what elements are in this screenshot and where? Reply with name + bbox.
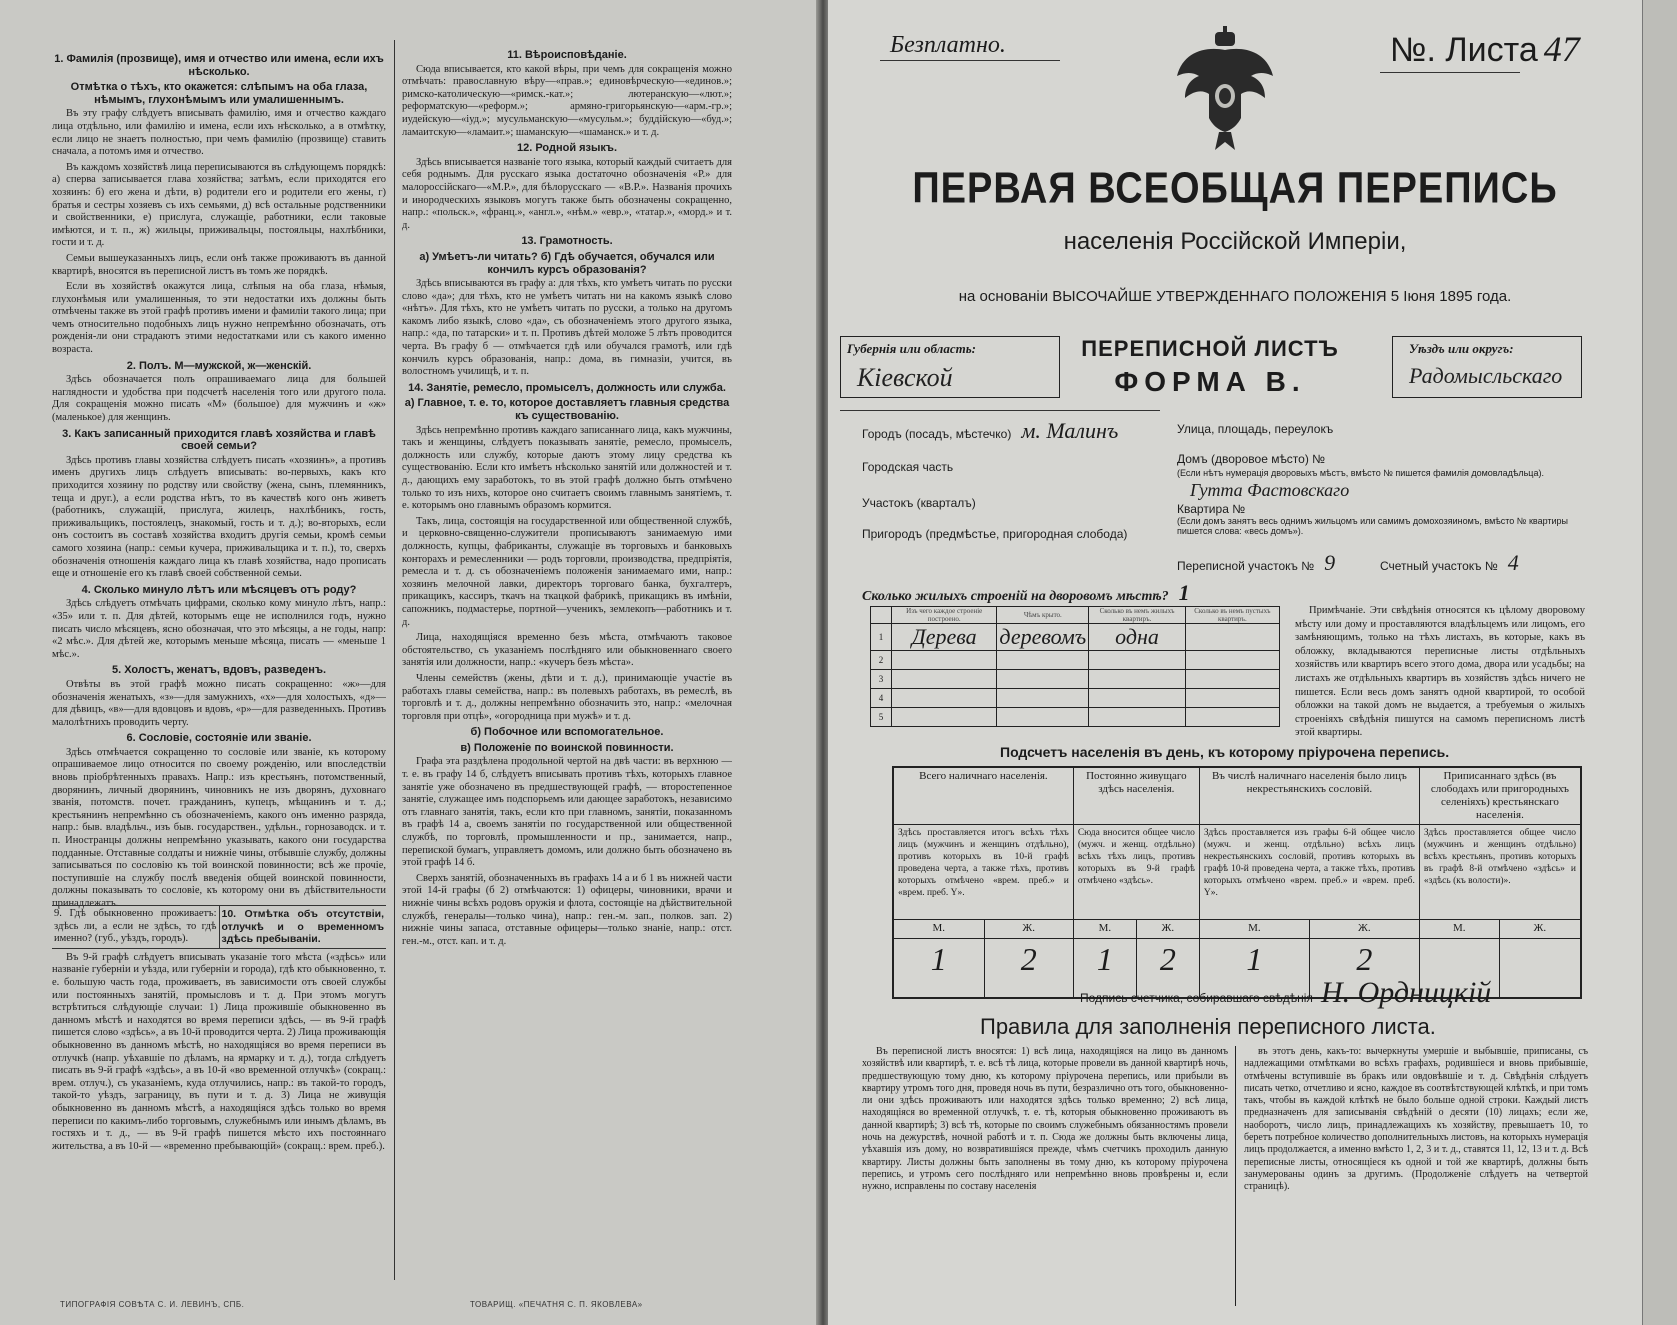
gubernia-box bbox=[840, 336, 1060, 398]
section-paragraph: Сверхъ занятій, обозначенныхъ въ графахъ 14 а и б 1 въ нижней части этой 14-й графы (б 2) отмѣчаются: 1) офицеры, чиновники, врачи и нижніе чины всѣхъ родовъ оружія и флота, состоящіе на дѣйствительной службѣ, генералы—только чина), напр.: ген.-м. зап., полков. зап. 2) нижніе чины запаса, отставные офицеры—только знаніе, напр.: отст. ген.-м., отст. кап. и т. д. bbox=[402, 872, 732, 947]
buildings-cell bbox=[892, 689, 997, 708]
section-heading: 2. Полъ. М—мужской, ж—женскій. bbox=[126, 359, 312, 372]
buildings-cell bbox=[1089, 689, 1186, 708]
signature-value: Н. Ордницкій bbox=[1320, 976, 1492, 1009]
section-paragraph: Здѣсь противъ главы хозяйства слѣдуетъ писать «хозяинъ», а противъ именъ другихъ лицъ слѣдуетъ вписывать: во-первыхъ, какъ кто приходится хозяину по родству или свойству (жена, сынъ, племянникъ, теща и друг.), а если родства нѣтъ, то въ качествѣ кого онъ живетъ (работникъ, служащій, прислуга, жилецъ, нахлѣбникъ, гость, приживальщикъ, постоялецъ, знакомый, гость и т. д.); во-вторыхъ, если онъ состоитъ въ составѣ хозяйства входитъ другія семьи, кромѣ семьи самого хозяина (напр.: семьи кучера, приживальщика и т. п.), то, сверхъ обозначенія отношенія каждаго лица къ главѣ хозяйства, надо прописать еще и отношеніе его къ главѣ своей собственной семьи. bbox=[52, 454, 386, 580]
section-heading: Отмѣтка о тѣхъ, кто окажется: слѣпымъ на оба глаза, нѣмымъ, глухонѣмымъ или умалишеннымъ. bbox=[70, 81, 368, 106]
buildings-cell bbox=[997, 689, 1089, 708]
count-header-total: Всего наличнаго населенія. bbox=[893, 767, 1073, 825]
buildings-row-number: 2 bbox=[871, 651, 892, 670]
prigorod-line bbox=[862, 527, 1127, 541]
buildings-cell bbox=[997, 670, 1089, 689]
street-label: Улица, площадь, переулокъ bbox=[1177, 422, 1334, 436]
legal-basis: на основаніи ВЫСОЧАЙШЕ УТВЕРЖДЕННАГО ПОЛОЖЕНІЯ 5 Іюня 1895 года. bbox=[958, 288, 1512, 305]
buildings-table bbox=[870, 606, 1280, 727]
section-heading: 4. Сколько минуло лѣтъ или мѣсяцевъ отъ роду? bbox=[81, 583, 357, 596]
uezd-label: Уѣздъ или округъ: bbox=[1409, 341, 1514, 356]
rules-divider bbox=[1235, 1046, 1236, 1306]
section-heading: 5. Холостъ, женатъ, вдовъ, разведенъ. bbox=[111, 664, 327, 677]
buildings-cell bbox=[1185, 624, 1279, 651]
city-label: Городъ (посадъ, мѣстечко) bbox=[862, 427, 1012, 441]
census-district-value: 9 bbox=[1324, 550, 1336, 575]
buildings-cell bbox=[892, 708, 997, 727]
buildings-cell bbox=[1089, 708, 1186, 727]
form-title-type: ФОРМА В. bbox=[1114, 366, 1306, 397]
apartment-label: Квартира № bbox=[1177, 502, 1246, 516]
street-line bbox=[1177, 422, 1333, 436]
buildings-cell: деревомъ bbox=[997, 624, 1089, 651]
sex-label: М. bbox=[893, 920, 984, 939]
buildings-col-material: Изъ чего каждое строеніе построено. bbox=[892, 607, 997, 624]
section-paragraph: Здѣсь слѣдуетъ отмѣчать цифрами, сколько кому минуло лѣтъ, напр.: «35» или т. п. Для дѣтей, которымъ еще не исполнился годъ, нужно писать число мѣсяцевъ, ясно обозначая, что это мѣсяцы, а не годы, напр: «2 мѣс.». Для дѣтей же, которымъ меньше мѣсяца, писать — «меньше 1 мѣс.». bbox=[52, 598, 386, 660]
section-heading: б) Побочное или вспомогательное. bbox=[470, 726, 664, 739]
buildings-col-occupied: Сколько въ немъ жилыхъ квартиръ. bbox=[1089, 607, 1186, 624]
address-rule bbox=[840, 410, 1160, 411]
section-heading: а) Главное, т. е. то, которое доставляетъ главныя средства къ существованію. bbox=[404, 397, 730, 423]
section-heading: 11. Вѣроисповѣданіе. bbox=[507, 49, 627, 61]
apartment-note: (Если домъ занятъ весь однимъ жильцомъ или самимъ домохозяиномъ, вмѣсто № квартиры пишется слова: «весь домъ»). bbox=[1177, 516, 1569, 536]
house-label: Домъ (дворовое мѣсто) № bbox=[1177, 452, 1326, 466]
rules-text-right: въ этотъ день, какъ-то: вычеркнуты умершіе и выбывшіе, приписаны, съ надлежащими отмѣтками во всѣхъ графахъ, родившіеся и вновь прибывшіе, отмѣчены вступившіе въ бракъ или овдовѣвшіе и т. д. Свѣдѣнія слѣдуетъ писать четко, отчетливо и ясно, каждое въ соотвѣтствующей клѣткѣ, и при томъ такъ, чтобы въ каждой клѣткѣ не было больше одной строки. Каждый листъ предназначенъ для записыванія свѣдѣній о десяти (10) лицахъ; если же, наоборотъ, число лицъ, принадлежащихъ къ хозяйству, превышаетъ 10, то беретъ потребное количество дополнительныхъ листовъ, на которыхъ нумерація лицъ продолжается, а именно вмѣсто 1, 2, 3 и т. д., ставятся 11, 12, 13 и т. д. Всѣ переписные листы, относящіеся къ одной и той же квартирѣ, должны быть занумерованы одинъ за другимъ. (Продолженіе слѣдуетъ на четвертой страницѣ). bbox=[1244, 1046, 1588, 1193]
buildings-cell bbox=[1185, 708, 1279, 727]
count-header-permanent: Постоянно живущаго здѣсь населенія. bbox=[1073, 767, 1199, 825]
count-desc-total: Здѣсь проставляется итогъ всѣхъ тѣхъ лицъ (мужчинъ и женщинъ отдѣльно), противъ которыхъ въ 10-й графѣ проведена черта, а также тѣхъ, противъ которыхъ отмѣчено «врем. преб.» и «врем. преб. Y». bbox=[893, 825, 1073, 920]
count-value: 2 bbox=[1309, 939, 1419, 999]
buildings-row bbox=[871, 670, 1280, 689]
gubernia-label: Губернія или область: bbox=[847, 341, 976, 356]
page-subtitle: населенія Россійской Имперіи, bbox=[1063, 228, 1407, 255]
section-paragraph: Лица, находящіяся временно безъ мѣста, отмѣчаютъ таковое обстоятельство, съ указаніемъ послѣдняго или обыкновеннаго своего занятія или должности, напр.: «кучеръ безъ мѣста». bbox=[402, 632, 732, 669]
section-paragraph: Здѣсь обозначается полъ опрашиваемаго лица для большей наглядности и удобства при подсчетѣ населенія того или другого пола. Для сокращенія можно писать «М» (большое) для мужчинъ и «ж» (маленькое) для женщинъ. bbox=[52, 374, 386, 424]
buildings-cell bbox=[892, 670, 997, 689]
buildings-col-empty: Сколько въ немъ пустыхъ квартиръ. bbox=[1185, 607, 1279, 624]
section-paragraph: Здѣсь вписывается названіе того языка, который каждый считаетъ для себя роднымъ. Для русскаго языка достаточно обозначенія «Р.» для малороссійскаго—«М.Р.», для бѣлорусскаго — «В.Р.». Названія прочихъ и инородческихъ языковъ могутъ также быть обозначены сокращенно, напр.: «польск.», «франц.», «англ.», «нѣм.» «евр.», «татар.», «морд.» и т. д. bbox=[402, 156, 732, 231]
buildings-row-number: 3 bbox=[871, 670, 892, 689]
section-paragraph: Члены семействъ (жены, дѣти и т. д.), принимающіе участіе въ работахъ главы семейства, напр.: въ полевыхъ работахъ, въ ремеслѣ, въ торговлѣ и т. д., должны непремѣнно обозначить это, напр.: «мелочная торговля при отцѣ», «огородница при мужѣ» и т. д. bbox=[402, 672, 732, 722]
uchastok-line bbox=[862, 496, 976, 510]
section-paragraph: Въ каждомъ хозяйствѣ лица переписываются въ слѣдующемъ порядкѣ: а) сперва записывается глава хозяйства; затѣмъ, если приходятся его хозяинъ: б) его жена и дѣти, в) родители его и родители его жены, г) братья и сестры хозяевъ съ ихъ семьями, д) всѣ остальные родственники и свойственники, е) прислуга, служащіе, работники, если таковые имѣются, и т. п., ж) жильцы, приживальцы, постояльцы, нахлѣбники, гости и т. д. bbox=[52, 161, 386, 249]
count-desc-peasant: Здѣсь проставляется общее число (мужчинъ и женщинъ отдѣльно) всѣхъ крестьянъ, противъ которыхъ въ графѣ 8-й отмѣчено «здѣсь» и «здѣсь (къ волости)». bbox=[1419, 825, 1581, 920]
sex-label: Ж. bbox=[1499, 920, 1581, 939]
section-paragraph: Сюда вписывается, кто какой вѣры, при чемъ для сокращенія можно отмѣчать: православную вѣру—«прав.»; единовѣрческую—«единов.»; римско-католическую—«римск.-кат.»; лютеранскую—«лют.»; реформатскую—«реформ.»; армяно-григорьянскую—«арм.-гр.»; иудейскую—«іуд.»; мусульманскую—«мусульм.»; буддійскую—«буд.»; ламаитскую—«ламаит.»; шаманскую—«шаманск.» и т. д. bbox=[402, 63, 732, 138]
uchastok-label: Участокъ (кварталъ) bbox=[862, 496, 976, 510]
section-9-text: Въ 9-й графѣ слѣдуетъ вписывать указаніе того мѣста («здѣсь» или названіе губерніи и уѣзда, или губерніи и города), гдѣ кто обыкновенно, т. е. большую часть года, проживаетъ, въ зависимости отъ своей службы или постоянныхъ занятій, промысловъ и т. д. При этомъ могутъ встрѣтиться слѣдующіе случаи: 1) Лица прожившіе обыкновенно въ данномъ мѣстѣ и находятся во время переписи здѣсь, — въ 9-й графѣ пишется слово «здѣсь», а въ 10-й проводится черта. 2) Лица проживающія обыкновенно въ данномъ мѣстѣ, но находящіяся во время переписи въ отлучкѣ (напр. уѣхавшіе по дѣламъ, на ярмарку и т. д.), тогда слѣдуетъ писать въ 9-й графѣ «здѣсь», а въ 10-й «во временной отлучкѣ» (сокращ.: врем. отлуч.), съ указаніемъ, куда отлучились, напр.: въ такой-то городъ, такой-то уѣздъ, заграницу, въ пути и т. д. 3) Лица не живущія обыкновенно въ данномъ мѣстѣ, а находящіяся здѣсь только во время переписи по какимъ-либо торговымъ, служебнымъ или инымъ дѣламъ, въ гостяхъ и т. д., — въ 9-й графѣ пишется мѣсто ихъ постояннаго жительства, а въ 10-й — «временно пребывающій» (сокращ.: врем. преб.). bbox=[52, 951, 386, 1152]
house-line bbox=[1177, 452, 1325, 466]
page-title: ПЕРВАЯ ВСЕОБЩАЯ ПЕРЕПИСЬ bbox=[912, 164, 1558, 214]
sex-label: Ж. bbox=[984, 920, 1073, 939]
buildings-cell bbox=[1185, 651, 1279, 670]
city-value: м. Малинъ bbox=[1021, 418, 1119, 443]
section-heading: 12. Родной языкъ. bbox=[516, 142, 617, 155]
buildings-cell: Дерева bbox=[892, 624, 997, 651]
left-column-1 bbox=[52, 50, 386, 910]
buildings-cell bbox=[1089, 651, 1186, 670]
count-value: 2 bbox=[984, 939, 1073, 999]
count-header-peasant: Приписаннаго здѣсь (въ слободахъ или пригородныхъ селеніяхъ) крестьянскаго населенія. bbox=[1419, 767, 1581, 825]
sex-label: М. bbox=[1199, 920, 1309, 939]
buildings-row-number: 4 bbox=[871, 689, 892, 708]
count-value: 2 bbox=[1136, 939, 1199, 999]
sheet-number-value: 47 bbox=[1543, 29, 1580, 69]
form-title bbox=[1060, 336, 1360, 398]
section-10-heading: 10. Отмѣтка объ отсутствіи, отлучкѣ и о временномъ здѣсь пребываніи. bbox=[221, 908, 384, 946]
section-heading: 1. Фамилія (прозвище), имя и отчество или имена, если ихъ нѣсколько. bbox=[54, 53, 384, 78]
section-paragraph: Здѣсь непремѣнно противъ каждаго записаннаго лица, какъ мужчины, такъ и женщины, слѣдуетъ показывать занятіе, ремесло, промыселъ, должность или службу, которые даютъ этому лицу средства къ существованію. Если кто имѣетъ нѣсколько занятій или должностей и т. д., дающихъ ему заработокъ, то въ этой графѣ должно быть отмѣчено только то изъ нихъ, которое оно считаетъ своимъ главнымъ занятіемъ, т. е. которымъ оно главнымъ образомъ кормится. bbox=[402, 424, 732, 512]
buildings-cell bbox=[1185, 689, 1279, 708]
buildings-col-roof: Чѣмъ крыто. bbox=[997, 607, 1089, 624]
printer-note-left: ТИПОГРАФІЯ СОВѢТА С. И. ЛЕВИНЪ, СПБ. bbox=[60, 1300, 245, 1309]
house-value: Гутта Фастовскаго bbox=[1190, 480, 1350, 500]
census-district-label: Переписной участокъ № bbox=[1177, 559, 1315, 573]
buildings-cell bbox=[1185, 670, 1279, 689]
buildings-cell bbox=[892, 651, 997, 670]
buildings-question: Сколько жилыхъ строеній на дворовомъ мѣстѣ? bbox=[862, 589, 1169, 604]
section-paragraph: Отвѣты въ этой графѣ можно писать сокращенно: «ж»—для обозначенія женатыхъ, «з»—для замужнихъ, «х»—для холостыхъ, «д»—для дѣвицъ, «в»—для вдовцовъ и вдовъ, «р»—для разведенныхъ. Противъ малолѣтнихъ проводить черту. bbox=[52, 678, 386, 728]
section-heading: в) Положеніе по воинской повинности. bbox=[460, 741, 674, 754]
city-part-label: Городская часть bbox=[862, 460, 954, 474]
count-sex-row bbox=[893, 920, 1581, 939]
section-heading: а) Умѣетъ-ли читать? б) Гдѣ обучается, обучался или кончилъ курсъ образованія? bbox=[419, 250, 715, 276]
left-column-1-bottom bbox=[52, 905, 386, 1245]
left-column-2 bbox=[402, 46, 732, 1276]
buildings-table-header bbox=[871, 607, 1280, 624]
buildings-cell bbox=[997, 708, 1089, 727]
count-desc-row bbox=[893, 825, 1581, 920]
free-label: Безплатно. bbox=[890, 32, 1006, 58]
sex-label: Ж. bbox=[1136, 920, 1199, 939]
rules-title: Правила для заполненія переписного листа. bbox=[980, 1014, 1436, 1039]
section-heading: 3. Какъ записанный приходится главѣ хозяйства и главѣ своей семьи? bbox=[62, 427, 376, 453]
city-part-line bbox=[862, 460, 953, 474]
section-paragraph: Здѣсь вписываются въ графу а: для тѣхъ, кто умѣетъ читать по русски слово «да»; для тѣхъ, кто не умѣетъ читать ни на какомъ языкѣ слово «нѣтъ». Для тѣхъ, кто не умѣетъ читать по русски, а только на другомъ какомъ либо языкѣ, слово «да», съ обозначеніемъ этого другого языка, напр.: «да, по татарски» и т. п. Противъ дѣтей моложе 5 лѣтъ проводится черта. Въ графу б — отмѣчается гдѣ или обучался грамотѣ, или гдѣ кончилъ курсъ образованія, напр.: дома, въ гимназіи, учится, въ волостномъ училищѣ, и т. п. bbox=[402, 278, 732, 378]
rules-column-right bbox=[1244, 1046, 1588, 1306]
buildings-row-number: 1 bbox=[871, 624, 892, 651]
buildings-cell: одна bbox=[1089, 624, 1186, 651]
uezd-box bbox=[1392, 336, 1582, 398]
signature-line bbox=[1080, 976, 1491, 1010]
count-desc-permanent: Сюда вносится общее число (мужч. и женщ. отдѣльно) всѣхъ тѣхъ лицъ, противъ которыхъ въ 9-й графѣ отмѣчено «здѣсь». bbox=[1073, 825, 1199, 920]
count-desc-noncrestyan: Здѣсь проставляется изъ графы 6-й общее число (мужч. и женщ. отдѣльно) всѣхъ лицъ некрестьянскихъ сословій, противъ которыхъ въ графѣ 10-й проведена черта, а также тѣхъ, противъ которыхъ отмѣчено «врем. преб.» и «врем. преб. Y». bbox=[1199, 825, 1419, 920]
buildings-row bbox=[871, 624, 1280, 651]
count-value: 1 bbox=[1199, 939, 1309, 999]
section-heading: 13. Грамотность. bbox=[521, 235, 613, 248]
signature-label: Подпись счетчика, собиравшаго свѣдѣнія bbox=[1080, 991, 1313, 1005]
buildings-row-number: 5 bbox=[871, 708, 892, 727]
apartment-line bbox=[1177, 502, 1245, 516]
city-line bbox=[862, 418, 1118, 444]
section-9-heading: 9. Гдѣ обыкновенно проживаетъ: здѣсь ли, а если не здѣсь, то гдѣ именно? (губ., уѣздъ, городъ). bbox=[52, 906, 220, 948]
count-header-noncrestyan: Въ числѣ наличнаго населенія было лицъ некрестьянскихъ сословій. bbox=[1199, 767, 1419, 825]
section-paragraph: Графа эта раздѣлена продольной чертой на двѣ части: въ верхнюю — т. е. въ графу 14 б, слѣдуетъ вписывать противъ тѣхъ, которыхъ главное занятіе уже обозначено въ предшествующей графѣ, — второстепенное занятіе, служащее имъ подспорьемъ или дающее заработокъ, независимо отъ главнаго занятія, такъ, если кто при главномъ, занятіи, показанномъ въ графѣ 14 а, своемъ занятіи по государственной или общественной службѣ, по торговлѣ, промышленности и пр., занимается, напр., перепиской бумагъ, управляетъ домомъ, или должно быть обозначено въ этой графѣ 14 б. bbox=[402, 756, 732, 869]
sex-label: М. bbox=[1419, 920, 1499, 939]
count-value bbox=[1499, 939, 1581, 999]
section-paragraph: Въ эту графу слѣдуетъ вписывать фамилію, имя и отчество каждаго лица отдѣльно, или фамилію и имена, если ихъ нѣсколько, а в отмѣтку, если лицо не знаетъ полностью, при чемъ фамилію (прозвище) ставить сначала, а потомъ имя и отчество. bbox=[52, 108, 386, 158]
house-note: (Если нѣтъ нумерація дворовыхъ мѣстъ, вмѣсто № пишется фамилія домовладѣльца). bbox=[1177, 468, 1544, 478]
section-paragraph: Семьи вышеуказанныхъ лицъ, если онѣ также проживаютъ въ данной квартирѣ, вносятся въ переписной листъ въ томъ же порядкѣ. bbox=[52, 252, 386, 277]
section-paragraph: Здѣсь отмѣчается сокращенно то сословіе или званіе, къ которому опрашиваемое лицо относится по своему рожденію, или впоследствіи вновь пріобрѣтенныхъ правахъ. Напр.: изъ крестьянъ, потомственный, дворянинъ, личный дворянинъ, чиновникъ не изъ дворянъ, духовнаго званія, потомств. почет. гражданинъ, купецъ, мѣщанинъ и т. д.; крестьянинъ непремѣнно съ обозначеніемъ, какого онъ именно разряда, напр.: быв. владѣльч., изъ быв. государствен., удѣльн., горнозаводск. и т. п. Иностранцы должны непремѣнно указывать, какого они государства подданные. Отставные солдаты и нижніе чины, отбывшіе службу, должны записываться по сословію къ той воинской повинности; всѣ же прочіе, поступившіе на службу послѣ введенія общей воинской повинности, должны показывать то сословіе, къ которому они въ дѣйствительности принадлежатъ. bbox=[52, 746, 386, 909]
count-value: 1 bbox=[893, 939, 984, 999]
section-heading: 6. Сословіе, состояніе или званіе. bbox=[126, 732, 312, 745]
prigorod-label: Пригородъ (предмѣстье, пригородная слобода) bbox=[862, 527, 1128, 541]
section-paragraph: Такъ, лица, состоящія на государственной или общественной службѣ, и церковно-священно-служители прописываютъ занимаемую ими должность, купцы, фабриканты, служащіе въ торговыхъ и банковыхъ конторахъ и ремесленники — родъ торговли, производства, предпріятія, ремесла и т. д. съ обозначеніемъ положенія занимаемаго ими, напр.: хозяинъ мелочной лавки, директоръ торговаго банка, бухгалтеръ, прикащикъ, кассиръ, ткачъ на ткацкой фабрикѣ, прикащикъ въ имѣніи, сапожникъ, подмастерье, портной—ученикъ, землекопъ—работникъ и т. д. bbox=[402, 515, 732, 628]
sex-label: М. bbox=[1073, 920, 1136, 939]
count-title: Подсчетъ населенія въ день, къ которому пріурочена перепись. bbox=[1000, 744, 1450, 760]
buildings-row bbox=[871, 689, 1280, 708]
header-rule-left bbox=[880, 60, 1060, 61]
buildings-value: 1 bbox=[1178, 580, 1190, 605]
buildings-row bbox=[871, 651, 1280, 670]
underlying-pages-edge bbox=[1642, 0, 1677, 1325]
column-divider bbox=[394, 40, 395, 1280]
counting-district-label: Счетный участокъ № bbox=[1380, 559, 1498, 573]
printer-note-middle: ТОВАРИЩ. «ПЕЧАТНЯ С. П. ЯКОВЛЕВА» bbox=[470, 1300, 643, 1309]
buildings-cell bbox=[1089, 670, 1186, 689]
header-rule-right bbox=[1380, 72, 1520, 73]
sex-label: Ж. bbox=[1309, 920, 1419, 939]
census-district-line bbox=[1177, 550, 1335, 576]
buildings-note-text: Примѣчаніе. Эти свѣдѣнія относятся къ цѣлому дворовому мѣсту или дому и проставляются владѣльцемъ или лицомъ, его замѣняющимъ, только на тѣхъ листахъ, въ которые, какъ въ обложку, вкладываются переписные листы отдѣльныхъ хозяйствъ или квартиръ всего этого дома, двора или усадьбы; на листахъ же отдѣльныхъ квартиръ въ хозяйствъ здѣсь ничего не пишется. Если весь домъ занятъ одной квартирой, то особой обложки на такой домъ не выдается, а требуемыя о жилыхъ строеніяхъ свѣдѣнія пишутся на самомъ переписномъ листѣ этой квартиры. bbox=[1295, 605, 1585, 739]
buildings-row bbox=[871, 708, 1280, 727]
house-value-line bbox=[1180, 480, 1349, 501]
population-count-table bbox=[892, 766, 1582, 999]
buildings-question-line bbox=[862, 580, 1190, 606]
count-value: 1 bbox=[1073, 939, 1136, 999]
left-page bbox=[0, 0, 824, 1325]
sheet-number bbox=[1390, 28, 1580, 70]
imperial-eagle-emblem bbox=[1175, 26, 1275, 156]
rules-text-left: Въ переписной листъ вносятся: 1) всѣ лица, находящіяся на лицо въ данномъ хозяйствѣ или квартирѣ, т. е. всѣ тѣ лица, которые провели въ данной квартирѣ ночь, предшествующую тому дню, къ которому пріурочена перепись, или прибыли въ квартиру утромъ того дня, проведя ночь въ пути, безразлично отъ того, обыкновенно-ли они здѣсь проживаютъ или находятся здѣсь только временно; 2) всѣ лица, находящіяся во временной отлучкѣ, т. е. тѣ, которыя обыкновенно проживаютъ въ данной квартирѣ; 3) всѣ тѣ, которые по своимъ служебнымъ обязанностямъ провели ночь на дежурствѣ, ночной работѣ и т. п. Сюда же должны быть включены лица, уѣхавшія изъ дому, но возвратившіяся прежде, чѣмъ счетчикъ проходилъ данную квартиру. Листы должны быть заполнены въ тому дню, къ которому пріурочена перепись, и утромъ сего послѣдняго или непремѣнно вновь провѣрены и, если нужно, исправлены по составу населенія bbox=[862, 1046, 1228, 1193]
count-header-row bbox=[893, 767, 1581, 825]
rules-column-left bbox=[862, 1046, 1228, 1306]
gubernia-value: Кіевской bbox=[857, 363, 953, 392]
section-heading: 14. Занятіе, ремесло, промыселъ, должность или служба. bbox=[408, 381, 726, 394]
buildings-cell bbox=[997, 651, 1089, 670]
form-title-main: ПЕРЕПИСНОЙ ЛИСТЪ bbox=[1081, 336, 1339, 361]
counting-district-value: 4 bbox=[1507, 550, 1519, 575]
sheet-number-label: №. Листа bbox=[1390, 31, 1538, 69]
buildings-note bbox=[1295, 604, 1585, 740]
section-paragraph: Если въ хозяйствѣ окажутся лица, слѣпыя на оба глаза, нѣмыя, глухонѣмыя или умалишенныя, то эти недостатки ихъ должны быть отмѣчены также въ этой графѣ противъ имени и фамиліи такого лица; при чемъ относительно подобныхъ лицъ нужно непремѣнно обозначать, отъ рожденія-ли они страдаютъ этими недостатками или съ какого именно возраста. bbox=[52, 281, 386, 356]
uezd-value: Радомысльскаго bbox=[1409, 363, 1563, 388]
counting-district-line bbox=[1380, 550, 1519, 576]
